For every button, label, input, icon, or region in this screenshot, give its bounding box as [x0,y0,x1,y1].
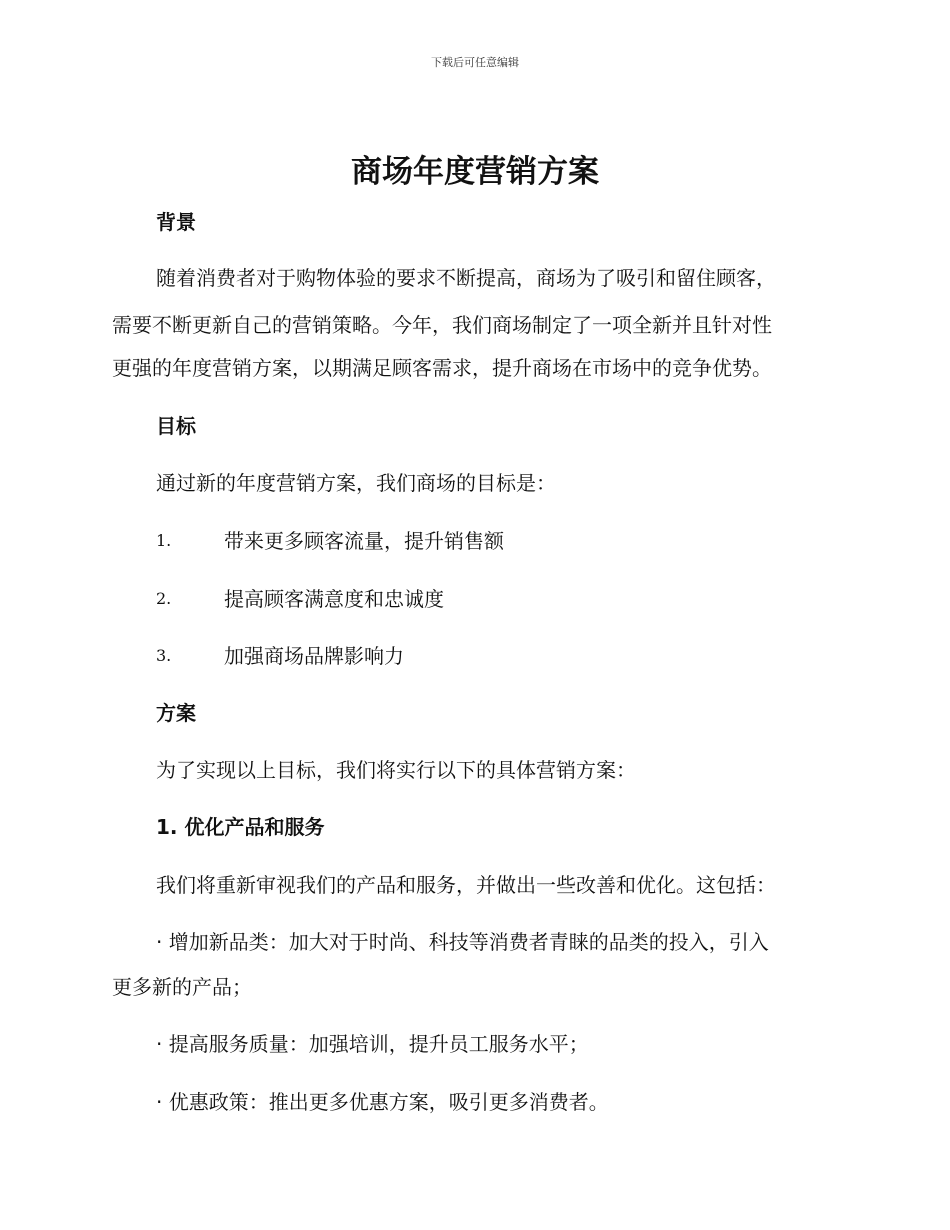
background-paragraph-line-1: 随着消费者对于购物体验的要求不断提高，商场为了吸引和留住顾客， [156,266,776,290]
goal-item-1-text: 带来更多顾客流量，提升销售额 [224,529,504,553]
bullet-1-line-1: · 增加新品类：加大对于时尚、科技等消费者青睐的品类的投入，引入 [156,930,769,954]
section-heading-plan: 方案 [156,701,196,725]
goal-item-2-number: 2. [156,589,172,608]
bullet-1-line-2: 更多新的产品； [112,975,252,999]
section-heading-background: 背景 [156,210,196,234]
subsection-intro: 我们将重新审视我们的产品和服务，并做出一些改善和优化。这包括： [156,873,776,897]
goal-item-3-number: 3. [156,646,172,665]
goal-item-1-number: 1. [156,531,172,550]
goal-item-3-text: 加强商场品牌影响力 [224,644,404,668]
document-title: 商场年度营销方案 [351,154,599,190]
bullet-3: · 优惠政策：推出更多优惠方案，吸引更多消费者。 [156,1090,609,1114]
plan-intro: 为了实现以上目标，我们将实行以下的具体营销方案： [156,758,636,782]
goals-intro: 通过新的年度营销方案，我们商场的目标是： [156,471,556,495]
background-paragraph-line-2: 需要不断更新自己的营销策略。今年，我们商场制定了一项全新并且针对性 [112,313,772,337]
background-paragraph-line-3: 更强的年度营销方案，以期满足顾客需求，提升商场在市场中的竞争优势。 [112,356,772,380]
page-header-note: 下载后可任意编辑 [431,56,519,69]
bullet-2: · 提高服务质量：加强培训，提升员工服务水平； [156,1032,589,1056]
section-heading-goals: 目标 [156,414,196,438]
goal-item-2-text: 提高顾客满意度和忠诚度 [224,587,444,611]
subsection-heading-optimize: 1. 优化产品和服务 [156,815,325,839]
